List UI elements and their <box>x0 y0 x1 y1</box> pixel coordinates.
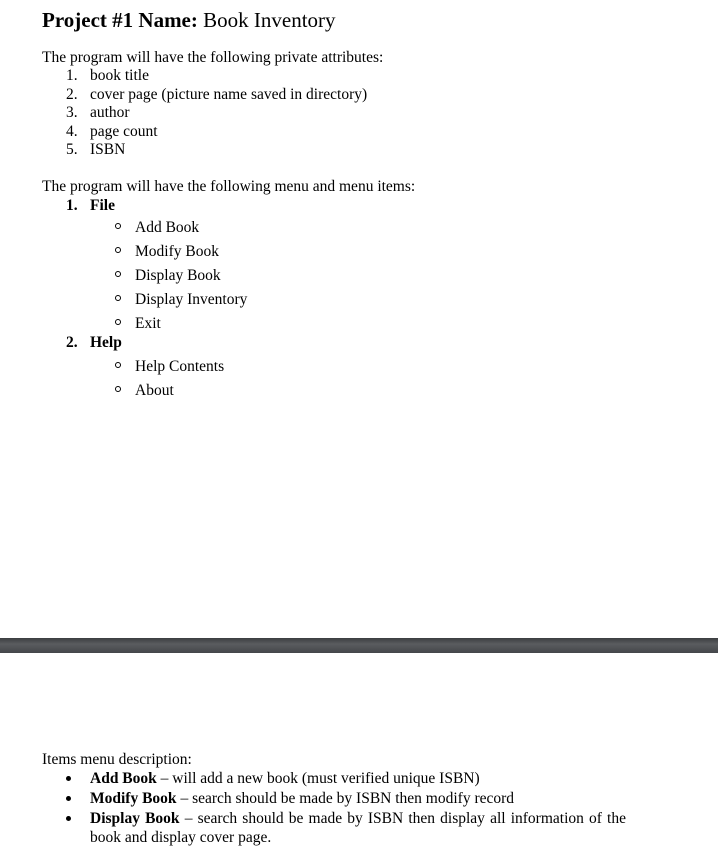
menu-help-heading: 2. Help <box>66 334 122 351</box>
title-prefix: Project #1 Name: <box>42 8 198 32</box>
circle-bullet-icon <box>115 386 121 392</box>
list-item: Exit <box>115 312 247 336</box>
page-divider <box>0 638 718 653</box>
list-item: Add Book <box>115 216 247 240</box>
list-item: Add Book – will add a new book (must verified unique ISBN) <box>66 769 626 789</box>
circle-bullet-icon <box>115 223 121 229</box>
list-item: 4. page count <box>66 122 158 140</box>
circle-bullet-icon <box>115 247 121 253</box>
list-item: 5. ISBN <box>66 141 126 159</box>
descriptions-intro: Items menu description: <box>42 751 192 768</box>
list-item: 1. book title <box>66 67 149 84</box>
circle-bullet-icon <box>115 295 121 301</box>
list-item: Display Inventory <box>115 288 247 312</box>
circle-bullet-icon <box>115 362 121 368</box>
menu-file-heading: 1. File <box>66 197 115 214</box>
circle-bullet-icon <box>115 319 121 325</box>
list-item: Modify Book – search should be made by ISBN then modify record <box>66 789 626 809</box>
list-item: 2. cover page (picture name saved in directory) <box>66 85 368 103</box>
list-item: About <box>115 379 224 403</box>
attributes-intro: The program will have the following private attributes: <box>42 49 384 66</box>
descriptions-list <box>66 769 626 847</box>
list-item: Modify Book <box>115 240 247 264</box>
project-name: Book Inventory <box>203 8 336 32</box>
menu-intro: The program will have the following menu and menu items: <box>42 178 416 195</box>
bullet-icon <box>66 796 71 801</box>
list-item: 3. author <box>66 104 130 122</box>
list-item: Display Book – search should be made by ISBN then display all information of the book and display cover page. <box>66 809 626 847</box>
help-menu-items <box>115 355 224 403</box>
bullet-icon <box>66 816 71 821</box>
bullet-icon <box>66 776 71 781</box>
attributes-list <box>66 67 367 160</box>
file-menu-items <box>115 216 247 336</box>
list-item: Help Contents <box>115 355 224 379</box>
list-item: Display Book <box>115 264 247 288</box>
circle-bullet-icon <box>115 271 121 277</box>
page-title <box>42 7 336 33</box>
